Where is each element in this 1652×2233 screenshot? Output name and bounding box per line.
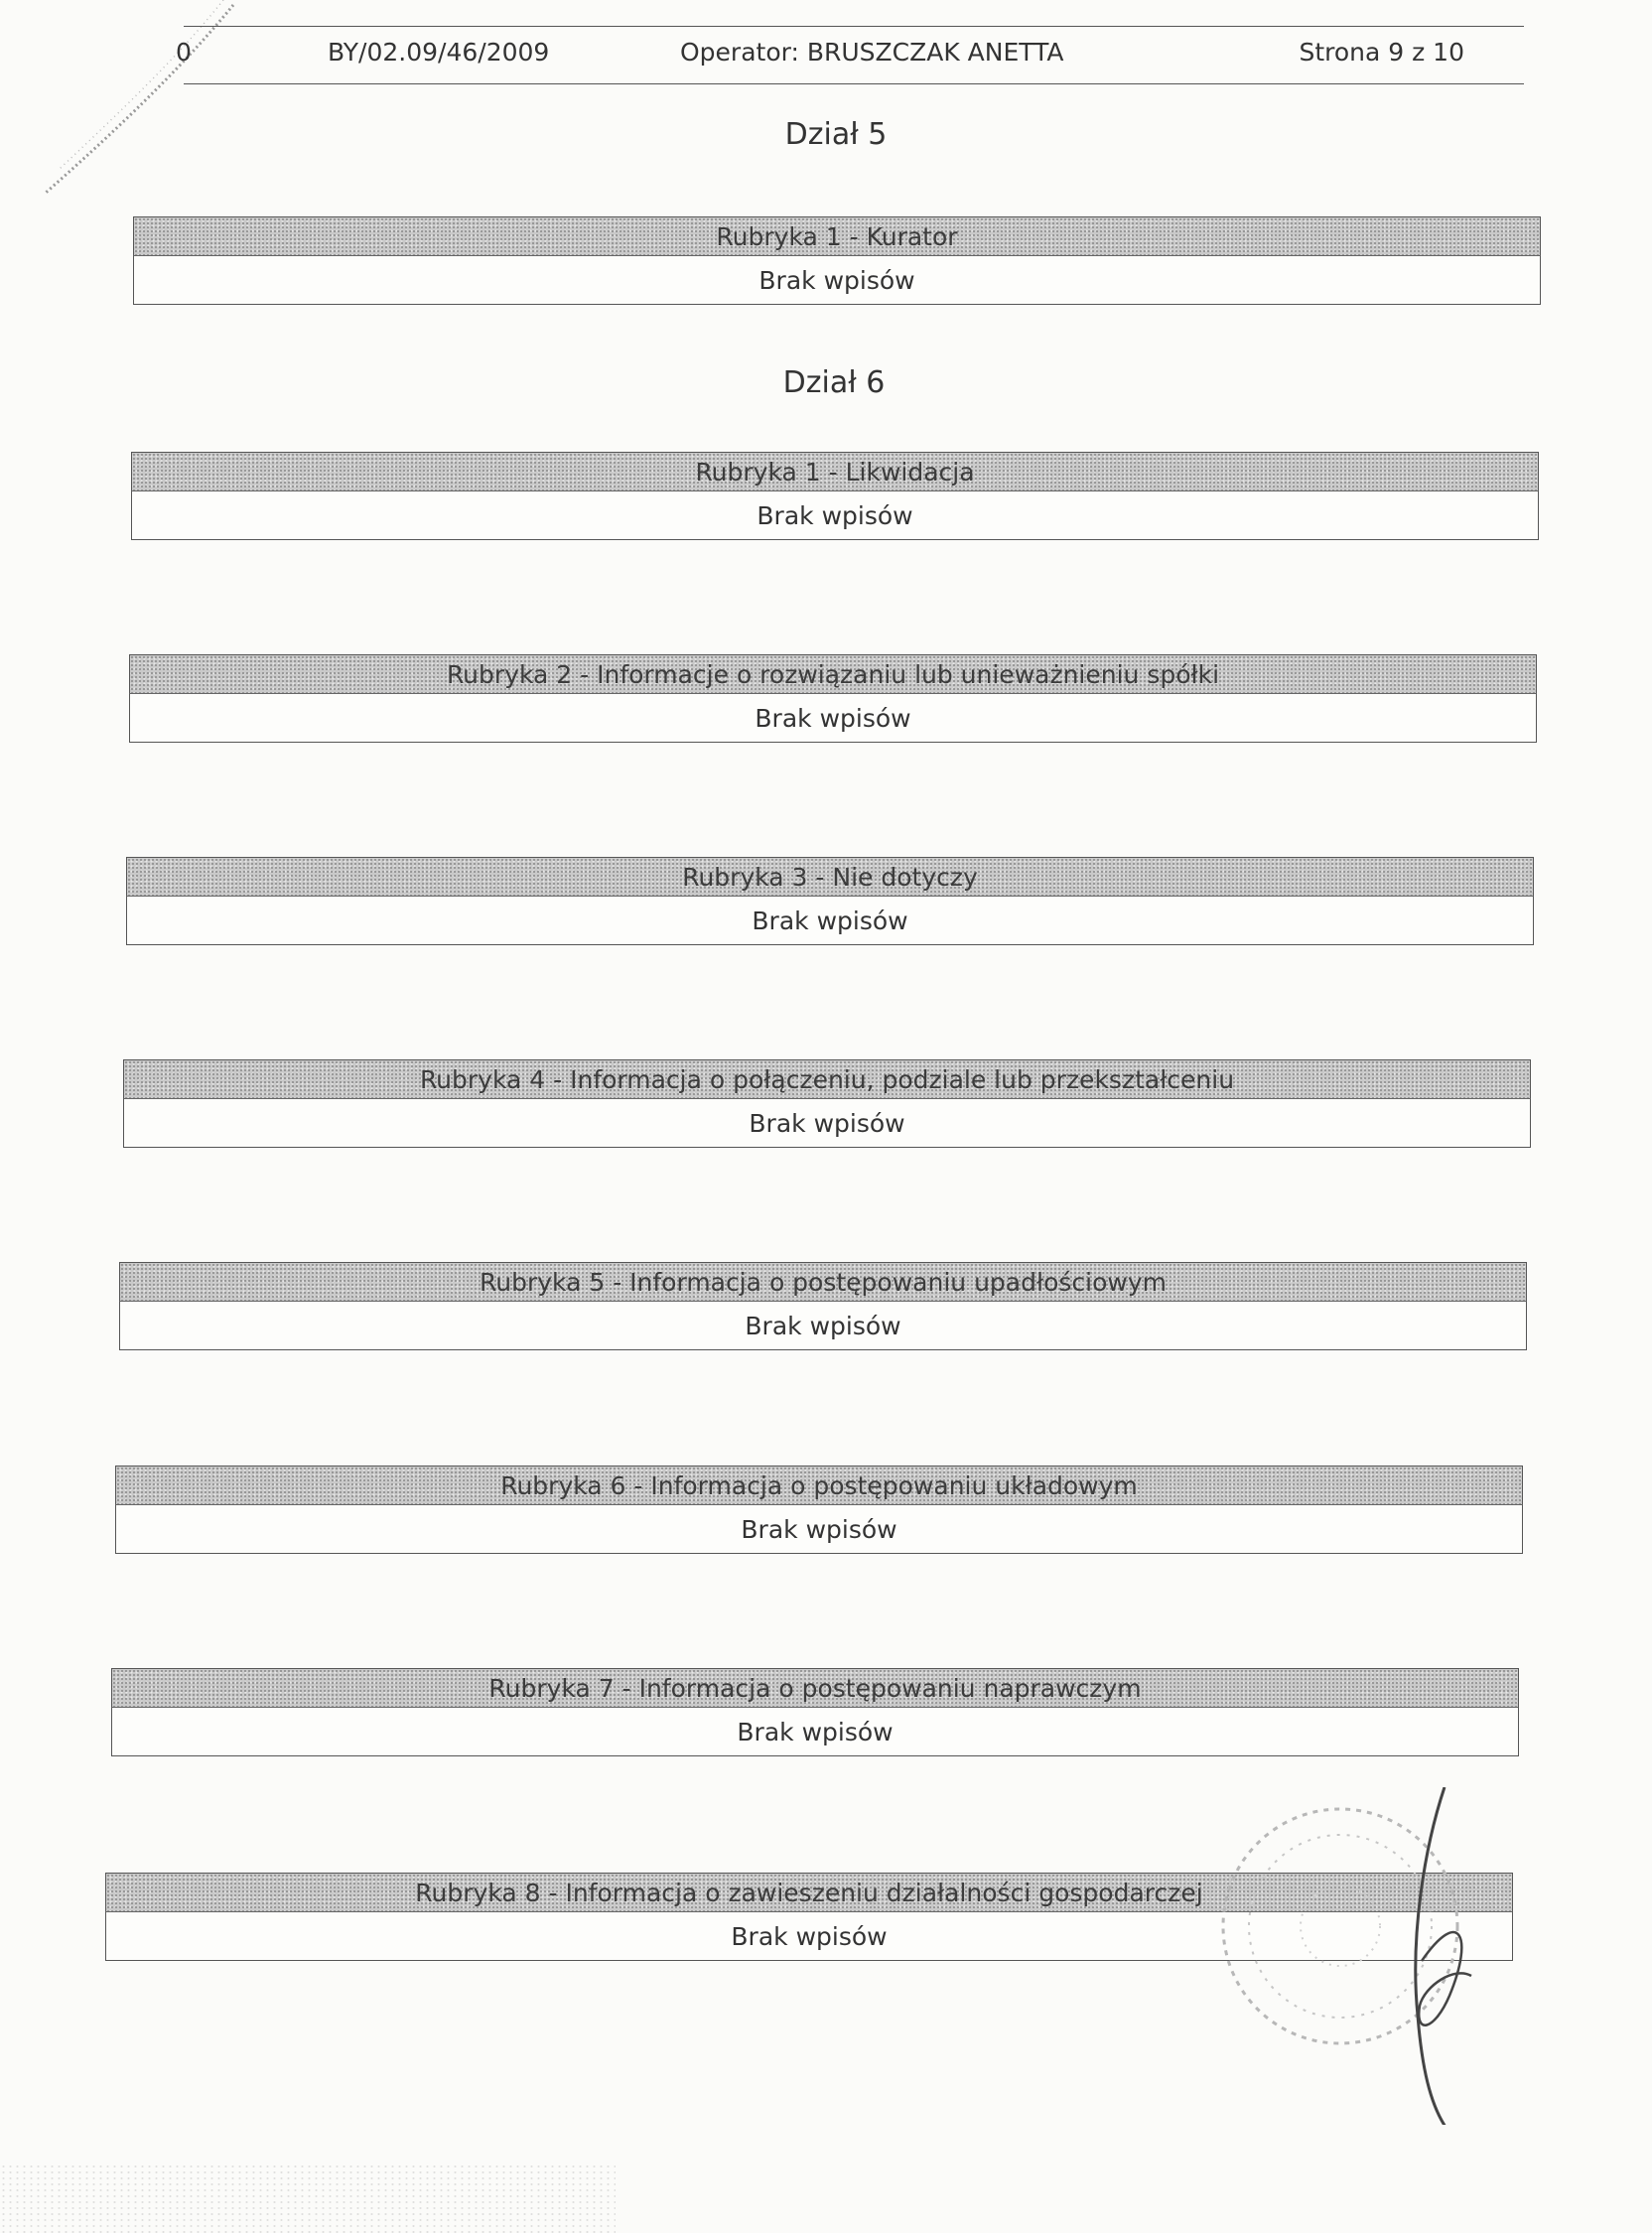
rubric-dzial6-7 bbox=[111, 1668, 1519, 1756]
rubric-heading: Rubryka 1 - Kurator bbox=[133, 216, 1541, 255]
rubric-dzial6-5 bbox=[119, 1262, 1527, 1350]
rubric-dzial6-3 bbox=[126, 857, 1534, 945]
rubric-dzial5-1 bbox=[133, 216, 1541, 305]
rubric-heading: Rubryka 6 - Informacja o postępowaniu układowym bbox=[115, 1465, 1523, 1504]
section-title-dzial-5: Dział 5 bbox=[784, 117, 888, 152]
document-number: BY/02.09/46/2009 bbox=[328, 38, 550, 67]
rubric-dzial6-6 bbox=[115, 1465, 1523, 1554]
rubric-value: Brak wpisów bbox=[105, 1911, 1513, 1961]
handwritten-signature-icon bbox=[1416, 1787, 1471, 2125]
rubric-value: Brak wpisów bbox=[126, 896, 1534, 945]
rubric-value: Brak wpisów bbox=[129, 693, 1537, 743]
rubric-dzial6-1 bbox=[131, 452, 1539, 540]
rubric-dzial6-4 bbox=[123, 1059, 1531, 1148]
rubric-value: Brak wpisów bbox=[119, 1301, 1527, 1350]
scan-noise bbox=[0, 2163, 616, 2233]
rubric-dzial6-2 bbox=[129, 654, 1537, 743]
rubric-value: Brak wpisów bbox=[111, 1707, 1519, 1756]
section-title-dzial-6: Dział 6 bbox=[782, 365, 886, 400]
rubric-heading: Rubryka 7 - Informacja o postępowaniu naprawczym bbox=[111, 1668, 1519, 1707]
page-header bbox=[176, 36, 1524, 85]
rubric-heading: Rubryka 8 - Informacja o zawieszeniu działalności gospodarczej bbox=[105, 1873, 1513, 1911]
scan-edge-mark bbox=[20, 0, 248, 209]
round-stamp-icon bbox=[1211, 1787, 1539, 2125]
rubric-heading: Rubryka 1 - Likwidacja bbox=[131, 452, 1539, 490]
header-top-rule bbox=[184, 26, 1524, 27]
rubric-value: Brak wpisów bbox=[131, 490, 1539, 540]
rubric-heading: Rubryka 3 - Nie dotyczy bbox=[126, 857, 1534, 896]
page-number: Strona 9 z 10 bbox=[1299, 38, 1464, 67]
rubric-heading: Rubryka 2 - Informacje o rozwiązaniu lub unieważnieniu spółki bbox=[129, 654, 1537, 693]
rubric-value: Brak wpisów bbox=[115, 1504, 1523, 1554]
rubric-value: Brak wpisów bbox=[133, 255, 1541, 305]
operator-label: Operator: BRUSZCZAK ANETTA bbox=[680, 38, 1064, 67]
header-edge-fragment: 0 bbox=[176, 38, 192, 67]
rubric-value: Brak wpisów bbox=[123, 1098, 1531, 1148]
rubric-heading: Rubryka 5 - Informacja o postępowaniu upadłościowym bbox=[119, 1262, 1527, 1301]
rubric-heading: Rubryka 4 - Informacja o połączeniu, podziale lub przekształceniu bbox=[123, 1059, 1531, 1098]
header-bottom-rule bbox=[184, 83, 1524, 84]
